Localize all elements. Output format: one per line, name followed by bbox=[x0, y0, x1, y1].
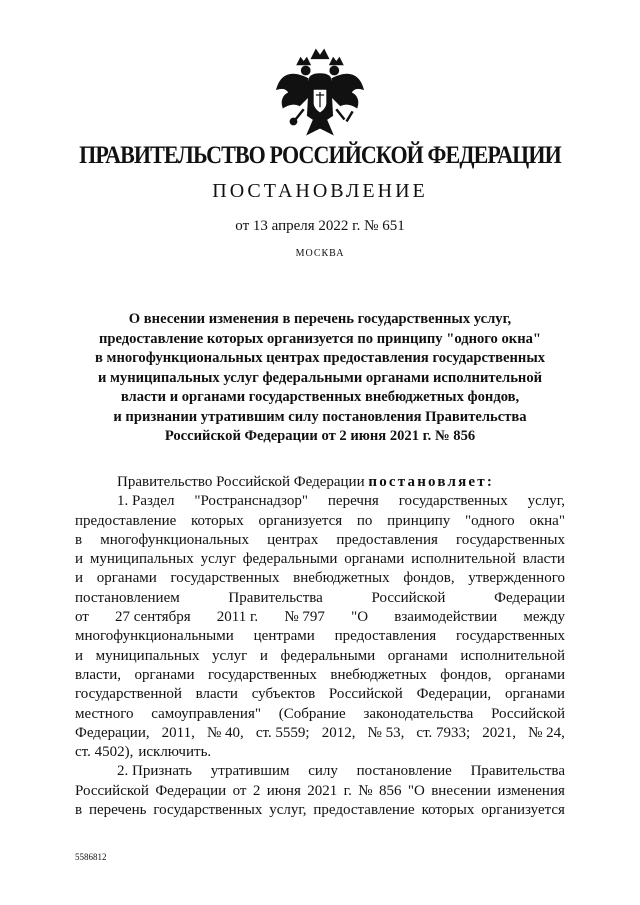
body-word: внебюджетных bbox=[330, 666, 427, 683]
body-word: перечня bbox=[327, 493, 379, 510]
body-word: и bbox=[75, 647, 84, 664]
body-word: принципу bbox=[387, 512, 451, 529]
heading-line: О внесении изменения в перечень государственных услуг, bbox=[128, 311, 512, 327]
body-word: органами bbox=[387, 647, 448, 664]
body-line bbox=[75, 724, 565, 743]
body-word: ст. 7933; bbox=[416, 724, 471, 741]
body-word: которых bbox=[191, 512, 244, 529]
heading-line: в многофункциональных центрах предоставления государственных bbox=[94, 350, 546, 366]
body-word: силу bbox=[308, 763, 338, 780]
body-line bbox=[75, 685, 565, 704]
body-word: в bbox=[75, 531, 83, 548]
body-word: Правительства bbox=[470, 763, 565, 780]
body-word: "О bbox=[351, 609, 369, 626]
body-word: фондов, bbox=[403, 570, 455, 587]
body-word: от bbox=[75, 609, 89, 626]
body-word: исполнительной bbox=[411, 551, 516, 568]
body-word: и bbox=[259, 647, 268, 664]
body-word: ст. 4502), bbox=[75, 744, 134, 761]
body-word: утвержденного bbox=[468, 570, 565, 587]
body-word: 2011 г. bbox=[216, 609, 259, 626]
body-word: власти bbox=[522, 551, 565, 568]
body-word: федеральными bbox=[242, 551, 338, 568]
body-word: внесении bbox=[431, 782, 491, 799]
body-line bbox=[75, 647, 565, 666]
body-word: органами bbox=[344, 551, 405, 568]
body-word: органами bbox=[96, 570, 157, 587]
body-word: федеральными bbox=[280, 647, 376, 664]
body-line bbox=[75, 743, 565, 762]
body-word: услуг, bbox=[269, 802, 307, 819]
body-word: № 797 bbox=[284, 609, 325, 626]
heading-line: власти и органами государственных внебюджетных фондов, bbox=[120, 389, 520, 405]
body-word: предоставления bbox=[336, 531, 438, 548]
body-lines bbox=[75, 492, 565, 820]
body-word: государственных bbox=[398, 493, 508, 510]
body-word: по bbox=[356, 512, 373, 529]
body-line bbox=[75, 531, 565, 550]
city-name: МОСКВА bbox=[295, 248, 345, 259]
preamble-action: постановляет: bbox=[368, 474, 495, 490]
body-word: Федерации, bbox=[416, 686, 492, 703]
heading-line: и признании утратившим силу постановления Правительства bbox=[113, 408, 527, 425]
body-word: 2 bbox=[252, 782, 261, 799]
body-word: взаимодействии bbox=[394, 609, 498, 626]
body-line bbox=[75, 627, 565, 646]
body-word: услуг bbox=[200, 551, 236, 568]
body-word: 2. Признать bbox=[117, 763, 192, 780]
body-word: центрами bbox=[253, 628, 315, 645]
body-word: организуется bbox=[258, 512, 343, 529]
body-word: законодательства bbox=[363, 705, 474, 722]
body-word: Российской bbox=[371, 589, 446, 606]
body-line bbox=[75, 512, 565, 531]
body-word: внебюджетных bbox=[293, 570, 390, 587]
heading-line: и муниципальных услуг федеральными органами исполнительной bbox=[97, 369, 543, 386]
body-word: центрах bbox=[267, 531, 319, 548]
body-word: между bbox=[523, 609, 565, 626]
body-word: государственных bbox=[170, 570, 280, 587]
heading-line: предоставление которых организуется по принципу "одного окна" bbox=[98, 330, 542, 347]
body-word: местного bbox=[75, 705, 134, 722]
body-word: (Собрание bbox=[278, 705, 346, 722]
body-word: № 24, bbox=[528, 724, 565, 741]
body-word: власти, bbox=[75, 666, 122, 683]
body-word: 1. Раздел bbox=[117, 493, 175, 510]
body-word: власти bbox=[195, 686, 238, 703]
body-word: 2011, bbox=[161, 724, 195, 741]
body-word: предоставление bbox=[313, 802, 415, 819]
coat-of-arms-emblem bbox=[269, 44, 371, 146]
body-word: многофункциональных bbox=[100, 531, 249, 548]
body-word: 2012, bbox=[321, 724, 356, 741]
body-word: Федерации bbox=[494, 589, 565, 606]
body-word: № bbox=[358, 782, 373, 799]
body-word: 27 сентября bbox=[115, 609, 191, 626]
body-word: исключить. bbox=[138, 744, 212, 761]
body-word: 2021, bbox=[482, 724, 516, 741]
body-word: услуг, bbox=[527, 493, 565, 510]
body-word: "О bbox=[407, 782, 425, 799]
body-word: органами bbox=[504, 666, 565, 683]
body-word: окна" bbox=[529, 512, 565, 529]
body-line bbox=[75, 492, 565, 511]
body-word: Правительства bbox=[228, 589, 323, 606]
body-word: 2021 bbox=[307, 782, 338, 799]
body-word: и bbox=[75, 570, 84, 587]
body-word: которых bbox=[421, 802, 475, 819]
body-line bbox=[75, 782, 565, 801]
body-line bbox=[75, 569, 565, 588]
body-word: субъектов bbox=[251, 686, 316, 703]
body-word: Российской bbox=[328, 686, 403, 703]
body-word: предоставления bbox=[334, 628, 437, 645]
body-word: № 40, bbox=[206, 724, 244, 741]
body-word: от bbox=[232, 782, 247, 799]
body-word: июня bbox=[266, 782, 301, 799]
body-word: № 53, bbox=[367, 724, 405, 741]
body-word: муниципальных bbox=[95, 647, 200, 664]
preamble-line bbox=[75, 473, 565, 492]
body-word: организуется bbox=[481, 802, 565, 819]
body-word: 856 bbox=[378, 782, 402, 799]
body-word: Федерации, bbox=[75, 724, 150, 741]
body-line bbox=[75, 801, 565, 820]
document-body bbox=[75, 473, 565, 820]
preamble-text: Правительство Российской Федерации bbox=[117, 474, 365, 490]
body-word: государственных bbox=[207, 666, 317, 683]
body-word: утратившим bbox=[210, 763, 290, 780]
body-word: постановление bbox=[356, 763, 452, 780]
body-word: муниципальных bbox=[89, 551, 194, 568]
body-word: предоставление bbox=[75, 512, 177, 529]
body-word: услуг bbox=[212, 647, 248, 664]
body-word: фондов, bbox=[440, 666, 492, 683]
document-code: 5586812 bbox=[75, 852, 107, 862]
body-word: "одного bbox=[465, 512, 515, 529]
body-line bbox=[75, 550, 565, 569]
heading-line: Российской Федерации от 2 июня 2021 г. № 856 bbox=[164, 428, 476, 444]
government-title: ПРАВИТЕЛЬСТВО РОССИЙСКОЙ ФЕДЕРАЦИИ bbox=[79, 142, 561, 169]
document-type: ПОСТАНОВЛЕНИЕ bbox=[212, 180, 428, 202]
body-word: государственных bbox=[153, 802, 263, 819]
body-line bbox=[75, 666, 565, 685]
body-word: в bbox=[75, 802, 83, 819]
body-word: государственной bbox=[75, 686, 182, 703]
body-word: ст. 5559; bbox=[255, 724, 310, 741]
body-word: Российской bbox=[75, 782, 149, 799]
body-line bbox=[75, 705, 565, 724]
body-word: органами bbox=[134, 666, 195, 683]
body-word: и bbox=[75, 551, 84, 568]
body-word: перечень bbox=[88, 802, 147, 819]
body-word: Федерации bbox=[155, 782, 227, 799]
body-word: государственных bbox=[456, 628, 565, 645]
body-word: самоуправления" bbox=[151, 705, 261, 722]
body-line bbox=[75, 589, 565, 608]
body-word: исполнительной bbox=[460, 647, 565, 664]
body-line bbox=[75, 608, 565, 627]
body-word: государственных bbox=[456, 531, 565, 548]
body-word: г. bbox=[343, 782, 352, 799]
body-word: многофункциональными bbox=[75, 628, 234, 645]
body-word: органами bbox=[504, 686, 565, 703]
body-word: Российской bbox=[491, 705, 565, 722]
body-line bbox=[75, 762, 565, 781]
body-word: постановлением bbox=[75, 589, 180, 606]
document-heading bbox=[80, 310, 560, 447]
body-word: "Ространснадзор" bbox=[194, 493, 308, 510]
document-date-number: от 13 апреля 2022 г. № 651 bbox=[235, 218, 405, 234]
body-word: изменения bbox=[497, 782, 565, 799]
